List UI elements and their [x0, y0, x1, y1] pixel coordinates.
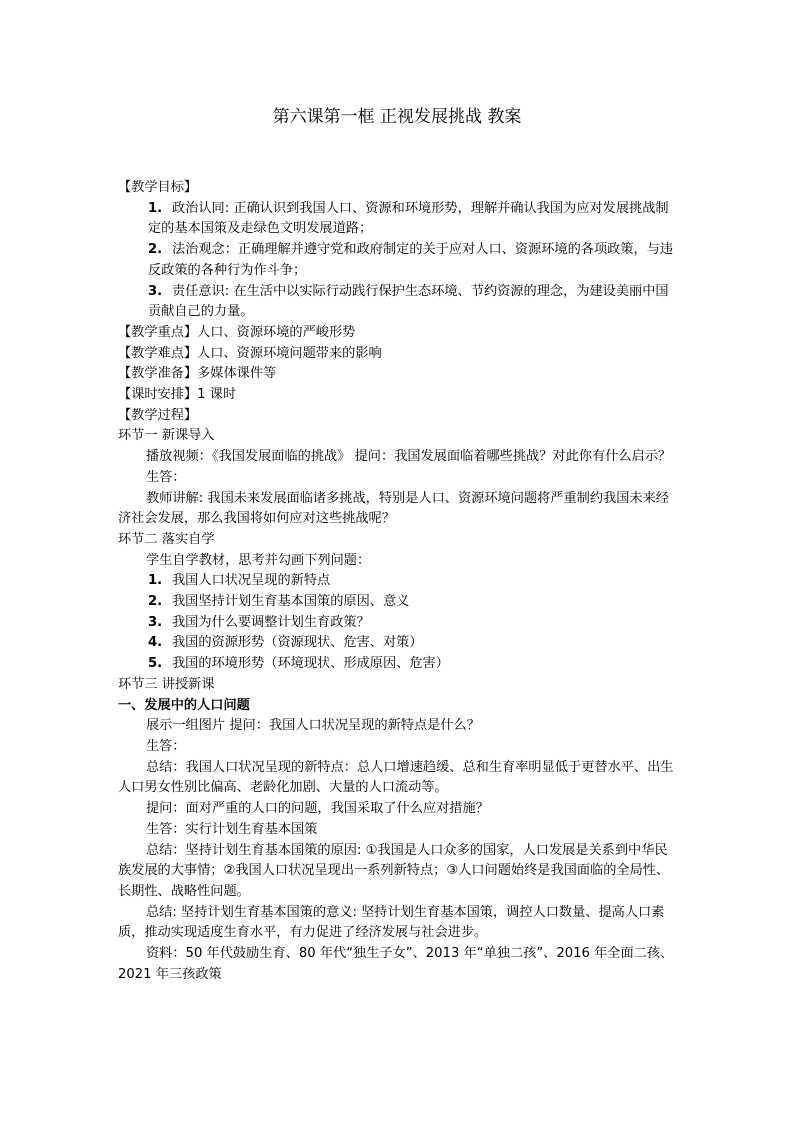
goal-number: 2.: [148, 242, 163, 258]
item-number: 5.: [148, 656, 163, 672]
goal-item: [118, 199, 678, 240]
item-number: 4.: [148, 635, 163, 651]
item-text: 我国的资源形势（资源现状、危害、对策）: [172, 635, 423, 651]
item-number: 1.: [148, 573, 163, 589]
section3-paragraph: 生答：: [146, 738, 186, 754]
section3-paragraph: 总结: 坚持计划生育基本国策的意义: 坚持计划生育基本国策，调控人口数量、提高人口素质，推动实现适度生育水平，有力促进了经济发展与社会进步。: [118, 904, 665, 941]
self-study-item: [118, 633, 678, 654]
goal-item: [118, 282, 678, 323]
difficulties: 【教学难点】人口、资源环境问题带来的影响: [118, 345, 382, 361]
document-body: [118, 178, 678, 985]
item-number: 2.: [148, 594, 163, 610]
goal-text: 责任意识: 在生活中以实际行动践行保护生态环境、节约资源的理念，为建设美丽中国贡献自己的力量。: [148, 283, 669, 320]
process-heading: 【教学过程】: [118, 407, 198, 423]
document-title: 第六课第一框 正视发展挑战 教案: [272, 107, 522, 127]
item-text: 我国人口状况呈现的新特点: [172, 573, 331, 589]
self-study-item: [118, 613, 678, 634]
section3-paragraph: 总结：坚持计划生育基本国策的原因: ①我国是人口众多的国家，人口发展是关系到中华民族发展的大事情；②我国人口状况呈现出一系列新特点；③人口问题始终是我国面临的全局性、长期性、战略性问题。: [118, 842, 670, 899]
section3-paragraph: 总结：我国人口状况呈现的新特点：总人口增速趋缓、总和生育率明显低于更替水平、出生人口男女性别比偏高、老龄化加剧、大量的人口流动等。: [118, 759, 674, 796]
goal-number: 1.: [148, 200, 163, 216]
goal-text: 政治认同: 正确认识到我国人口、资源和环境形势，理解并确认我国为应对发展挑战制定的基本国策及走绿色文明发展道路；: [148, 200, 669, 237]
key-points: 【教学重点】人口、资源环境的严峻形势: [118, 324, 356, 340]
section3-paragraph: 资料：50 年代鼓励生育、80 年代“独生子女”、2013 年“单独二孩”、2016 年全面二孩、2021 年三孩政策: [118, 946, 674, 982]
section3-paragraph: 提问：面对严重的人口的问题，我国采取了什么应对措施？: [146, 801, 489, 817]
section3-paragraph: 生答：实行计划生育基本国策: [146, 821, 318, 837]
self-study-item: [118, 592, 678, 613]
goal-text: 法治观念：正确理解并遵守党和政府制定的关于应对人口、资源环境的各项政策，与违反政策的各种行为作斗争；: [148, 242, 674, 278]
teaching-goals-heading: 【教学目标】: [118, 180, 198, 195]
item-text: 我国坚持计划生育基本国策的原因、意义: [172, 594, 410, 610]
section2-heading: 环节二 落实自学: [118, 531, 215, 547]
section3-paragraph: 展示一组图片 提问：我国人口状况呈现的新特点是什么？: [146, 718, 480, 734]
item-text: 我国为什么要调整计划生育政策？: [172, 614, 370, 630]
goal-number: 3.: [148, 283, 163, 299]
preparation: 【教学准备】多媒体课件等: [118, 366, 277, 382]
self-study-item: [118, 571, 678, 592]
schedule: 【课时安排】1 课时: [118, 387, 237, 403]
section1-student: 生答：: [146, 469, 186, 485]
item-text: 我国的环境形势（环境现状、形成原因、危害）: [172, 656, 449, 672]
section1-video: 播放视频：《我国发展面临的挑战》 提问：我国发展面临着哪些挑战？对此你有什么启示？: [146, 449, 672, 465]
self-study-item: [118, 654, 678, 675]
section3-heading: 环节三 讲授新课: [118, 676, 215, 692]
section3-subheading: 一、发展中的人口问题: [118, 697, 250, 713]
goal-item: [118, 240, 678, 281]
section2-intro: 学生自学教材，思考并勾画下列问题：: [146, 552, 371, 568]
section1-teacher: 教师讲解: 我国未来发展面临诸多挑战，特别是人口、资源环境问题将严重制约我国未来经济社会发展，那么我国将如何应对这些挑战呢？: [118, 490, 669, 527]
section1-heading: 环节一 新课导入: [118, 428, 215, 444]
item-number: 3.: [148, 614, 163, 630]
